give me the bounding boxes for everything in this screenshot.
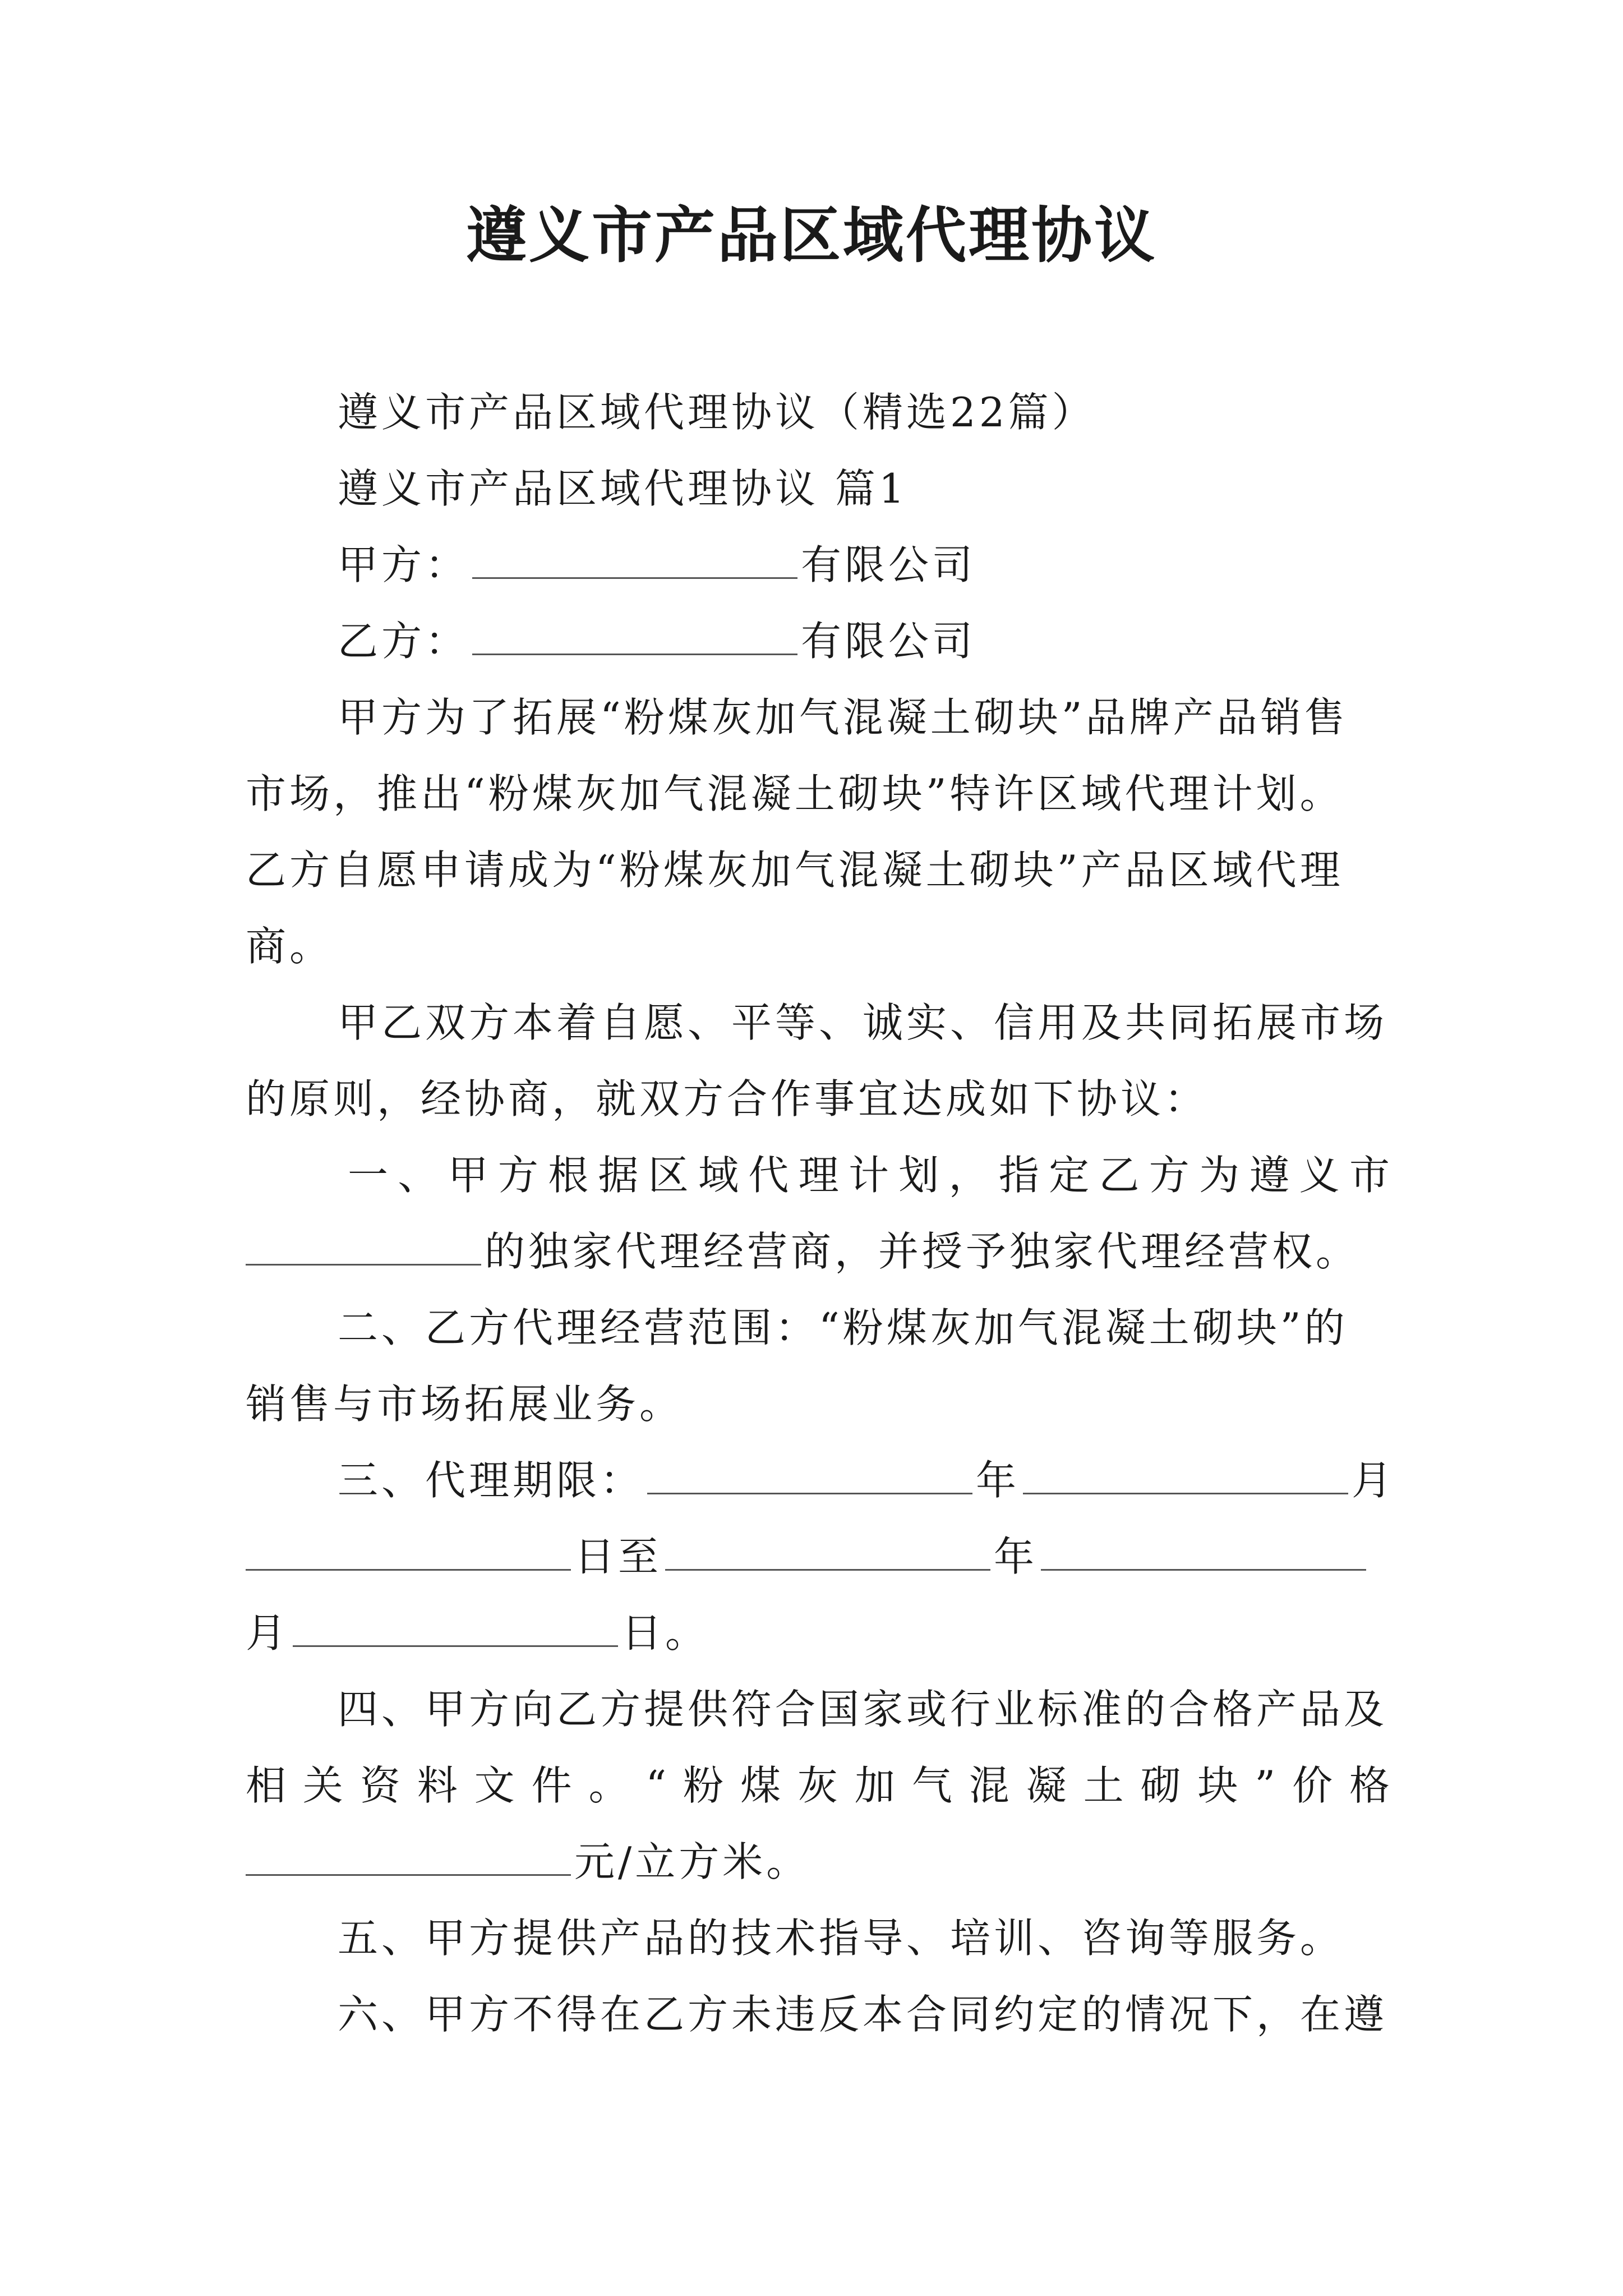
party-a-blank xyxy=(472,544,797,579)
clause-4-line-3 xyxy=(246,1831,1390,1893)
end-year-unit: 年 xyxy=(994,1533,1038,1580)
end-month-blank xyxy=(1041,1535,1366,1571)
intro-line-1: 甲方为了拓展“粉煤灰加气混凝土砌块”品牌产品销售 xyxy=(338,694,1348,741)
price-unit: 元/立方米。 xyxy=(574,1838,810,1885)
clause-3-label: 三、代理期限： xyxy=(338,1457,644,1504)
end-day-blank xyxy=(293,1612,618,1647)
clause-2-line-1: 二、乙方代理经营范围：“粉煤灰加气混凝土砌块”的 xyxy=(338,1304,1348,1351)
clause-3-line-1 xyxy=(338,1450,1396,1511)
party-a-line xyxy=(338,534,1390,596)
clause-5-line: 五、甲方提供产品的技术指导、培训、咨询等服务。 xyxy=(338,1915,1344,1962)
day-to-text: 日至 xyxy=(574,1533,662,1580)
day-end-text: 日。 xyxy=(621,1609,709,1657)
clause-3-line-2 xyxy=(246,1526,1390,1588)
party-a-label: 甲方： xyxy=(338,541,469,588)
end-year-blank xyxy=(665,1535,990,1571)
party-a-suffix: 有限公司 xyxy=(801,541,976,588)
start-year-unit: 年 xyxy=(976,1457,1020,1504)
start-month-unit: 月 xyxy=(1352,1457,1396,1504)
party-b-line xyxy=(338,610,1390,672)
clause-4-line-1: 四、甲方向乙方提供符合国家或行业标准的合格产品及 xyxy=(338,1686,1388,1733)
document-title: 遵义市产品区域代理协议 xyxy=(465,200,1157,271)
party-b-suffix: 有限公司 xyxy=(801,618,976,665)
clause-3-line-3 xyxy=(246,1602,1390,1664)
principle-line-2: 的原则，经协商，就双方合作事宜达成如下协议： xyxy=(246,1075,1209,1122)
clause-1-line-2 xyxy=(246,1221,1390,1282)
principle-line-1: 甲乙双方本着自愿、平等、诚实、信用及共同拓展市场 xyxy=(338,999,1388,1046)
clause-1-line-1: 一、甲方根据区域代理计划，指定乙方为遵义市 xyxy=(348,1152,1390,1199)
intro-line-2: 市场，推出“粉煤灰加气混凝土砌块”特许区域代理计划。 xyxy=(246,770,1344,817)
region-blank xyxy=(246,1230,481,1266)
clause-2-line-2: 销售与市场拓展业务。 xyxy=(246,1381,684,1428)
intro-line-3: 乙方自愿申请成为“粉煤灰加气混凝土砌块”产品区域代理 xyxy=(246,846,1344,894)
start-year-blank xyxy=(647,1459,972,1494)
start-month-blank xyxy=(1023,1459,1348,1494)
clause-6-line-1: 六、甲方不得在乙方未违反本合同约定的情况下，在遵 xyxy=(338,1991,1388,2038)
start-day-blank xyxy=(246,1535,571,1571)
price-blank xyxy=(246,1841,571,1876)
party-b-label: 乙方： xyxy=(338,618,469,665)
clause-1-text: 的独家代理经营商，并授予独家代理经营权。 xyxy=(485,1228,1360,1275)
intro-line-4: 商。 xyxy=(246,923,334,970)
subtitle-line: 遵义市产品区域代理协议（精选22篇） xyxy=(338,389,1096,436)
clause-4-line-2: 相关资料文件。“粉煤灰加气混凝土砌块”价格 xyxy=(246,1762,1390,1809)
end-month-unit: 月 xyxy=(246,1609,290,1657)
chapter-heading: 遵义市产品区域代理协议 篇1 xyxy=(338,465,908,512)
party-b-blank xyxy=(472,620,797,655)
